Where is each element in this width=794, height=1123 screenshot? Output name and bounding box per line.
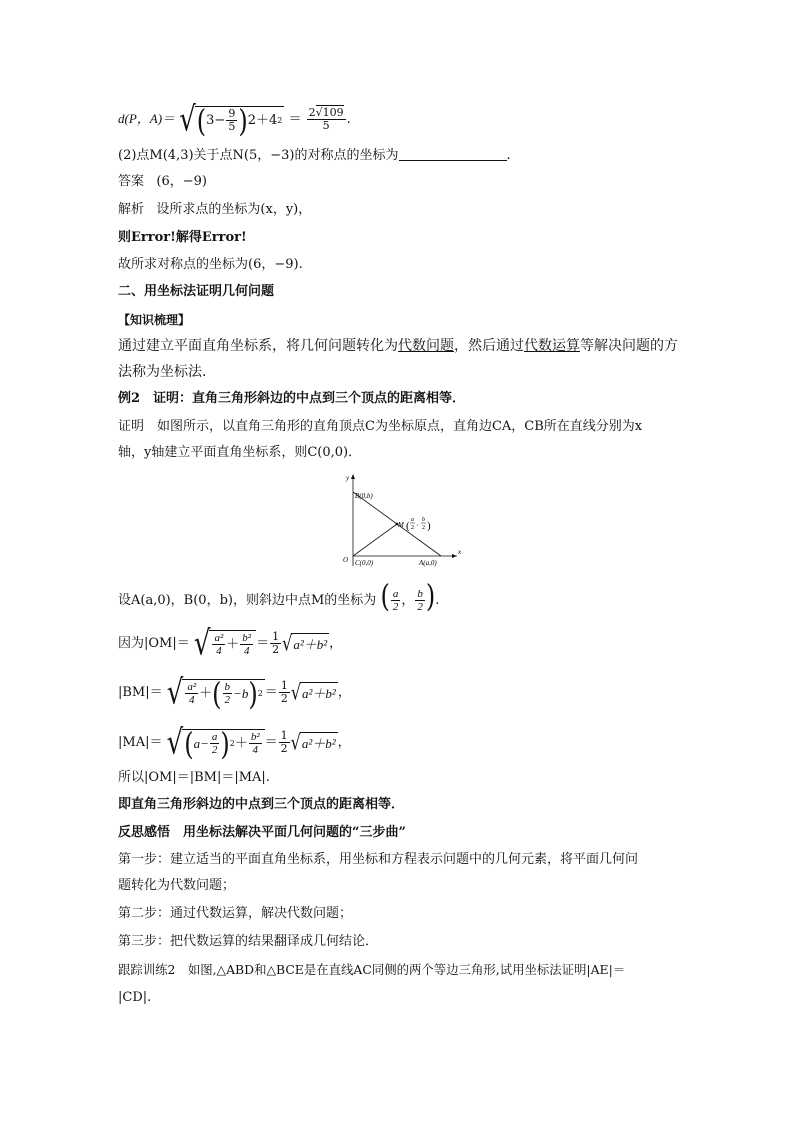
m-coord-a: a — [411, 517, 414, 523]
distance-res-root: 109 — [322, 106, 344, 119]
analysis-label: 解析 — [118, 202, 145, 217]
m-comma: , — [417, 521, 419, 527]
then-line — [118, 228, 247, 248]
step-1-text-b: 题转化为代数问题； — [118, 878, 236, 893]
knowledge-text-1 — [118, 336, 678, 356]
proof-line-2 — [118, 443, 361, 463]
answer-label: 答案 — [118, 174, 145, 189]
conclusion-text: 即直角三角形斜边的中点到三个顶点的距离相等． — [118, 797, 405, 812]
knowledge-1c: ，然后通过 — [454, 338, 524, 354]
knowledge-1e: 等解决问题的方 — [580, 338, 678, 354]
distance-end: . — [346, 112, 351, 127]
knowledge-1a: 通过建立平面直角坐标系，将几何问题转化为 — [118, 338, 398, 354]
tracking-text-1: 跟踪训练2 如图,△ABD和△BCE是在直线AC同侧的两个等边三角形,试用坐标法证明|AE|＝ — [118, 962, 626, 977]
answer-line — [118, 172, 207, 192]
proof-text-2: 轴，y轴建立平面直角坐标系，则C(0,0)． — [118, 445, 362, 460]
set-points-line: 设A(a,0)，B(0，b)，则斜边中点M的坐标为 ( $\frac{a}{2}$ ， $\frac{b}{2}$ ). — [118, 577, 440, 615]
distance-fraction — [226, 108, 237, 133]
distance-label: d(P，A)＝ — [118, 111, 176, 126]
reflection-heading — [118, 823, 406, 843]
ma-result-radicand: a²＋b² — [300, 732, 338, 754]
step-1-text-a: 第一步：建立适当的平面直角坐标系，用坐标和方程表示问题中的几何元素，将平面几何问 — [118, 852, 639, 867]
reflection-text: 反思感悟 用坐标法解决平面几何问题的“三步曲” — [118, 825, 406, 840]
ma-line: |MA|＝ √ ( a− $\frac{a}{2}$ ) 2 ＋ $\frac{\text{b²}}{4}$ ＝ $\frac{1}{2}$ √ a²＋b² ， — [118, 723, 351, 762]
then-text: 则Error!解得Error! — [118, 230, 247, 245]
om-result-radicand: a²＋b² — [291, 633, 329, 655]
distance-result: $\frac{2√109}{5}$ — [308, 106, 344, 132]
distance-formula-line — [118, 100, 351, 139]
distance-frac-den: 5 — [228, 120, 236, 133]
distance-res-coef: 2 — [308, 106, 316, 119]
step-2-line — [118, 904, 352, 924]
m-denom-1: 2 — [411, 525, 414, 531]
origin-label: O — [343, 556, 349, 564]
so-equal-line — [118, 768, 270, 788]
point-m-label: M — [398, 521, 404, 529]
distance-frac-num: 9 — [228, 107, 236, 120]
analysis-line — [118, 200, 311, 220]
set-points-text: 设A(a,0)，B(0，b)，则斜边中点M的坐标为 — [118, 593, 377, 608]
knowledge-heading — [118, 310, 190, 330]
answer-value: (6，−9) — [156, 174, 208, 189]
question-2 — [118, 146, 511, 166]
median-line — [353, 524, 397, 556]
step-1-line-1 — [118, 850, 638, 870]
analysis-text: 设所求点的坐标为(x，y)， — [156, 202, 312, 217]
proof-text-1: 证明 如图所示，以直角三角形的直角顶点C为坐标原点，直角边CA，CB所在直线分别为x — [118, 419, 643, 434]
knowledge-title: 【知识梳理】 — [118, 313, 191, 327]
step-2-text: 第二步：通过代数运算，解决代数问题； — [118, 906, 353, 921]
bm-label: |BM|＝ — [118, 685, 163, 700]
bm-sqrt: √ $\frac{\text{a²}}{4}$ ＋ ( $\frac{b}{2}$ −b ) 2 — [166, 673, 263, 712]
m-coord-b: b — [422, 517, 425, 523]
step-3-text: 第三步：把代数运算的结果翻译成几何结论． — [118, 934, 379, 949]
answer-blank — [399, 146, 507, 161]
x-axis-arrow — [452, 554, 457, 558]
bm-result-radicand: a²＋b² — [300, 682, 338, 704]
question-2-text: (2)点M(4,3)关于点N(5，−3)的对称点的坐标为 — [118, 148, 399, 163]
om-label: 因为|OM|＝ — [118, 636, 190, 651]
m-x-frac: $\frac{a}{2}$ — [392, 588, 399, 613]
tracking-line-1 — [118, 960, 625, 980]
distance-term-b: 2＋4 — [247, 112, 278, 128]
so-line — [118, 255, 303, 275]
conclusion-line — [118, 795, 404, 815]
m-close-paren: ) — [427, 520, 431, 532]
knowledge-2: 法称为坐标法． — [118, 364, 216, 380]
step-3-line — [118, 932, 378, 952]
bm-line: |BM|＝ √ $\frac{\text{a²}}{4}$ ＋ ( $\frac{b}{2}$ −b ) 2 ＝ $\frac{1}{2}$ √ a²＋b² ， — [118, 673, 351, 712]
x-axis-label: x — [458, 548, 462, 556]
tracking-line-2 — [118, 988, 151, 1008]
proof-line-1 — [118, 417, 642, 437]
question-2-end: . — [506, 148, 511, 163]
point-c-label: C(0,0) — [355, 559, 374, 567]
so-text: 故所求对称点的坐标为(6，−9). — [118, 257, 303, 272]
y-axis-arrow — [351, 474, 355, 479]
distance-sqrt: √ ( 3− $\frac{9}{5}$ ) 2＋4 2 — [179, 100, 283, 139]
m-denom-2: 2 — [422, 525, 425, 531]
right-triangle-figure — [333, 470, 463, 568]
point-b-label: B(0,b) — [355, 492, 373, 500]
distance-res-den: 5 — [322, 119, 330, 132]
knowledge-underline-1: 代数问题 — [398, 338, 454, 354]
om-line: 因为|OM|＝ √ $\frac{\text{a²}}{4}$ ＋ $\frac{\text{b²}}{4}$ ＝ $\frac{1}{2}$ √ a²＋b² ， — [118, 624, 343, 663]
point-a-label: A(a,0) — [419, 559, 437, 567]
knowledge-text-2 — [118, 362, 216, 382]
distance-exp: 2 — [277, 115, 283, 125]
distance-eq: ＝ — [288, 112, 302, 127]
knowledge-underline-2: 代数运算 — [524, 338, 580, 354]
tracking-text-2: |CD|. — [118, 990, 152, 1005]
distance-term-a: 3− — [206, 112, 226, 128]
m-y-frac: $\frac{b}{2}$ — [417, 588, 423, 613]
ma-label: |MA|＝ — [118, 735, 163, 750]
m-open-paren: ( — [406, 520, 410, 532]
section-2-heading — [118, 282, 274, 302]
so-equal-text: 所以|OM|＝|BM|＝|MA|. — [118, 770, 270, 785]
om-sqrt: √ $\frac{\text{a²}}{4}$ ＋ $\frac{\text{b²}}{4}$ — [194, 630, 256, 657]
section-2-title: 二、用坐标法证明几何问题 — [118, 284, 275, 299]
step-1-line-2 — [118, 876, 235, 896]
y-axis-label: y — [346, 474, 350, 482]
example-2-text: 例2 证明：直角三角形斜边的中点到三个顶点的距离相等． — [118, 391, 466, 406]
example-2 — [118, 389, 465, 409]
ma-sqrt: √ ( a− $\frac{a}{2}$ ) 2 ＋ $\frac{\text{b²}}{4}$ — [167, 729, 265, 756]
